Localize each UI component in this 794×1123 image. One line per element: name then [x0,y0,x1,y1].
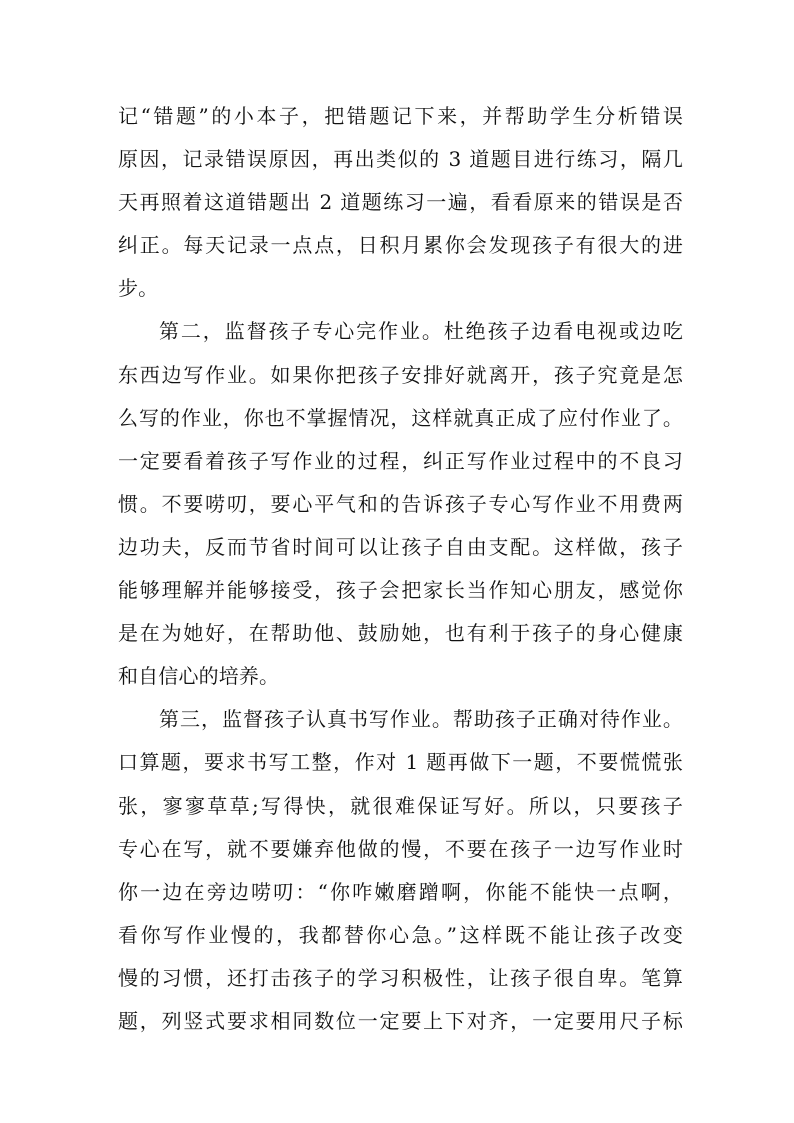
text-line: 口算题，要求书写工整，作对 1 题再做下一题，不要慌慌张 [118,750,683,775]
text-line: 能够理解并能够接受，孩子会把家长当作知心朋友，感觉你 [118,578,683,603]
text-line: 和自信心的培养。 [118,664,280,689]
text-line: 专心在写，就不要嫌弃他做的慢，不要在孩子一边写作业时 [118,836,683,861]
text-line: 惯。不要唠叨，要心平气和的告诉孩子专心写作业不用费两 [118,491,683,516]
text-line: 边功夫，反而节省时间可以让孩子自由支配。这样做，孩子 [118,534,683,559]
paragraph-start-line: 第三，监督孩子认真书写作业。帮助孩子正确对待作业。 [159,707,683,732]
paragraph-start-line: 第二，监督孩子专心完作业。杜绝孩子边看电视或边吃 [159,319,683,344]
text-line: 步。 [118,276,159,301]
text-line: 原因，记录错误原因，再出类似的 3 道题目进行练习，隔几 [118,147,683,172]
text-line: 纠正。每天记录一点点，日积月累你会发现孩子有很大的进 [118,233,683,258]
text-line: 东西边写作业。如果你把孩子安排好就离开，孩子究竟是怎 [118,362,683,387]
text-line: 天再照着这道错题出 2 道题练习一遍，看看原来的错误是否 [118,190,683,215]
text-line: 慢的习惯，还打击孩子的学习积极性，让孩子很自卑。笔算 [118,965,683,990]
text-line: 么写的作业，你也不掌握情况，这样就真正成了应付作业了。 [118,405,683,430]
text-line: 你一边在旁边唠叨：“你咋嫩磨蹭啊，你能不能快一点啊， [118,879,683,904]
text-line: 记“错题”的小本子，把错题记下来，并帮助学生分析错误 [118,104,683,128]
text-line: 题，列竖式要求相同数位一定要上下对齐，一定要用尺子标 [118,1008,683,1033]
text-line: 一定要看着孩子写作业的过程，纠正写作业过程中的不良习 [118,448,683,473]
body-text [118,95,683,1043]
text-line: 张，寥寥草草;写得快，就很难保证写好。所以，只要孩子 [118,793,683,818]
text-line: 看你写作业慢的，我都替你心急。”这样既不能让孩子改变 [118,922,683,947]
text-line: 是在为她好，在帮助他、鼓励她，也有利于孩子的身心健康 [118,621,683,646]
